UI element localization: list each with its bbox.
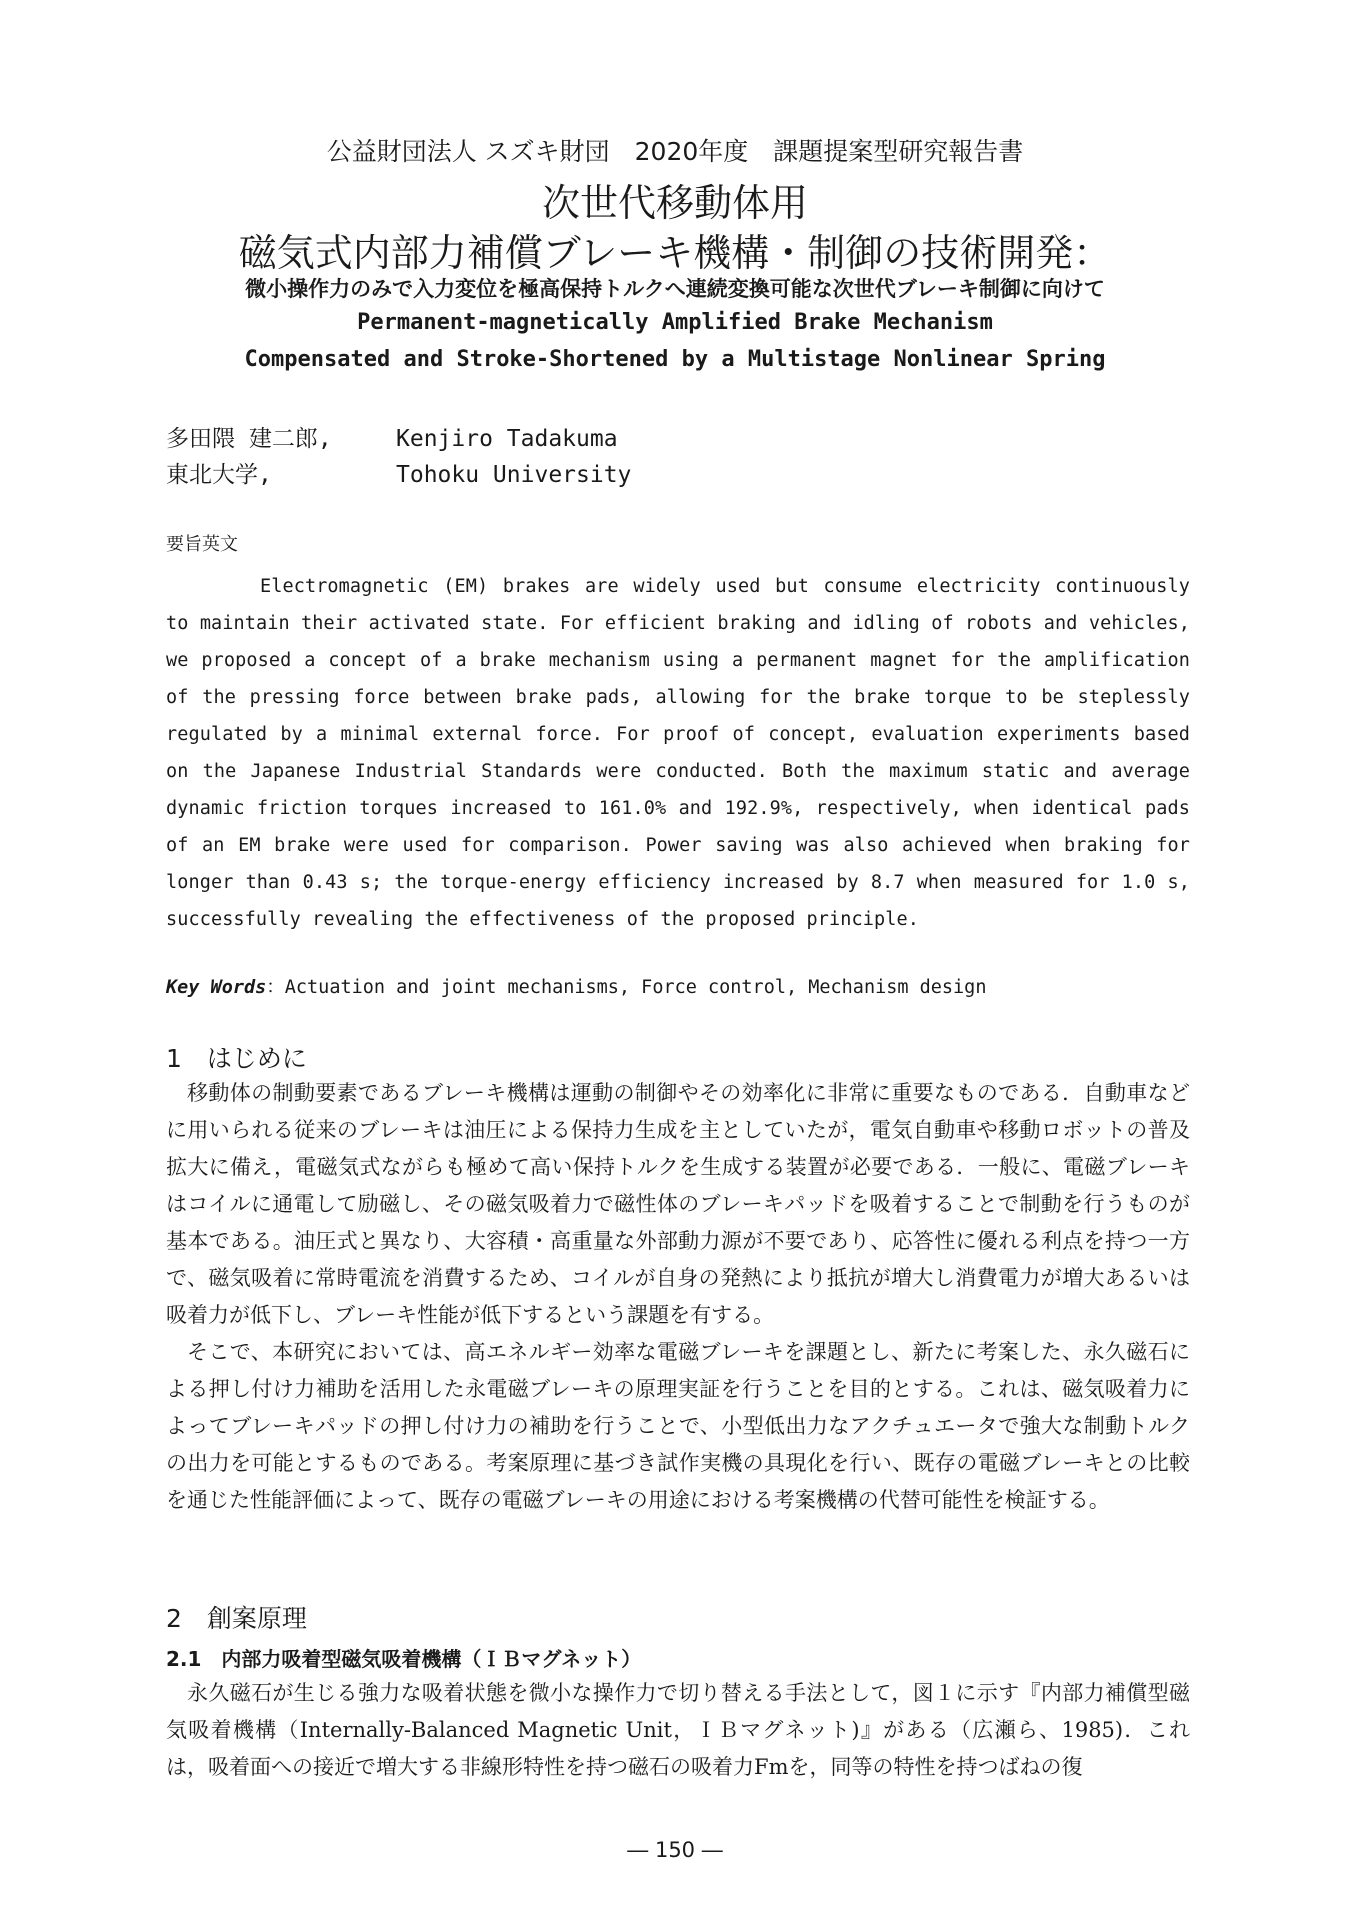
section-1-body xyxy=(166,1075,1190,1519)
abstract-paragraph: Electromagnetic (EM) brakes are widely used but consume electricity continuously to maintain their activated state. For efficient braking and idling of robots and vehicles, we proposed a concept of a brake mechanism using a permanent magnet for the amplification of the pressing force between brake pads, allowing for the brake torque to be steplessly regulated by a minimal external force. For proof of concept, evaluation experiments based on the Japanese Industrial Standards were conducted. Both the maximum static and average dynamic friction torques increased to 161.0% and 192.9%, respectively, when identical pads of an EM brake were used for comparison. Power saving was also achieved when braking for longer than 0.43 s; the torque-energy efficiency increased by 8.7 when measured for 1.0 s, successfully revealing the effectiveness of the proposed principle. xyxy=(166,576,1190,930)
title-line-1: 次世代移動体用 xyxy=(541,181,808,225)
section-1-paragraph-1: 移動体の制動要素であるブレーキ機構は運動の制御やその効率化に非常に重要なものである．自動車などに用いられる従来のブレーキは油圧による保持力生成を主としていたが，電気自動車や移動ロボットの普及拡大に備え，電磁気式ながらも極めて高い保持トルクを生成する装置が必要である．一般に、電磁ブレーキはコイルに通電して励磁し、その磁気吸着力で磁性体のブレーキパッドを吸着することで制動を行うものが基本である。油圧式と異なり、大容積・高重量な外部動力源が不要であり、応答性に優れる利点を持つ一方で、磁気吸着に常時電流を消費するため、コイルが自身の発熱により抵抗が増大し消費電力が増大あるいは吸着力が低下し、ブレーキ性能が低下するという課題を有する。 xyxy=(166,1081,1190,1327)
author-name-ja: 多田隈 建二郎, xyxy=(166,426,332,452)
subsection-2-1-body xyxy=(166,1675,1190,1786)
keywords-text: Actuation and joint mechanisms, Force control, Mechanism design xyxy=(284,977,987,998)
section-2-heading: 2 創案原理 xyxy=(166,1604,307,1633)
abstract-body xyxy=(166,568,1190,938)
page-number: ― 150 ― xyxy=(627,1838,723,1862)
affiliation-row xyxy=(166,456,631,489)
title-line-2: 磁気式内部力補償ブレーキ機構・制御の技術開発： xyxy=(238,231,1112,275)
keywords-line xyxy=(166,973,986,999)
section-1-paragraph-2: そこで、本研究においては、高エネルギー効率な電磁ブレーキを課題とし、新たに考案した、永久磁石による押し付け力補助を活用した永電磁ブレーキの原理実証を行うことを目的とする。これは、磁気吸着力によってブレーキパッドの押し付け力の補助を行うことで、小型低出力なアクチュエータで強大な制動トルクの出力を可能とするものである。考案原理に基づき試作実機の具現化を行い、既存の電磁ブレーキとの比較を通じた性能評価によって、既存の電磁ブレーキの用途における考案機構の代替可能性を検証する。 xyxy=(166,1340,1190,1512)
section-1-heading: 1 はじめに xyxy=(166,1044,307,1073)
subsection-2-1-heading: 2.1 内部力吸着型磁気吸着機構（ＩＢマグネット） xyxy=(166,1647,642,1671)
subsection-2-1-paragraph: 永久磁石が生じる強力な吸着状態を微小な操作力で切り替える手法として，図１に示す『内部力補償型磁気吸着機構（Internally-Balanced Magnetic Unit，ＩＢマグネット)』がある（広瀬ら、1985)．これは，吸着面への接近で増大する非線形特性を持つ磁石の吸着力Fmを，同等の特性を持つばねの復 xyxy=(166,1681,1190,1779)
subtitle-japanese: 微小操作力のみで入力変位を極高保持トルクへ連続変換可能な次世代ブレーキ制御に向けて xyxy=(245,277,1105,301)
report-series-header: 公益財団法人 スズキ財団 2020年度 課題提案型研究報告書 xyxy=(326,137,1024,166)
subtitle-english-line-2: Compensated and Stroke-Shortened by a Multistage Nonlinear Spring xyxy=(244,347,1106,372)
affiliation-ja: 東北大学, xyxy=(166,462,272,488)
subtitle-english-line-1: Permanent-magnetically Amplified Brake Mechanism xyxy=(357,310,993,335)
keywords-separator: ： xyxy=(266,977,285,998)
keywords-label: Key Words xyxy=(166,977,267,998)
author-name-en: Kenjiro Tadakuma xyxy=(396,426,618,452)
abstract-heading: 要旨英文 xyxy=(166,534,238,555)
affiliation-en: Tohoku University xyxy=(396,462,632,488)
author-name-row xyxy=(166,420,618,453)
